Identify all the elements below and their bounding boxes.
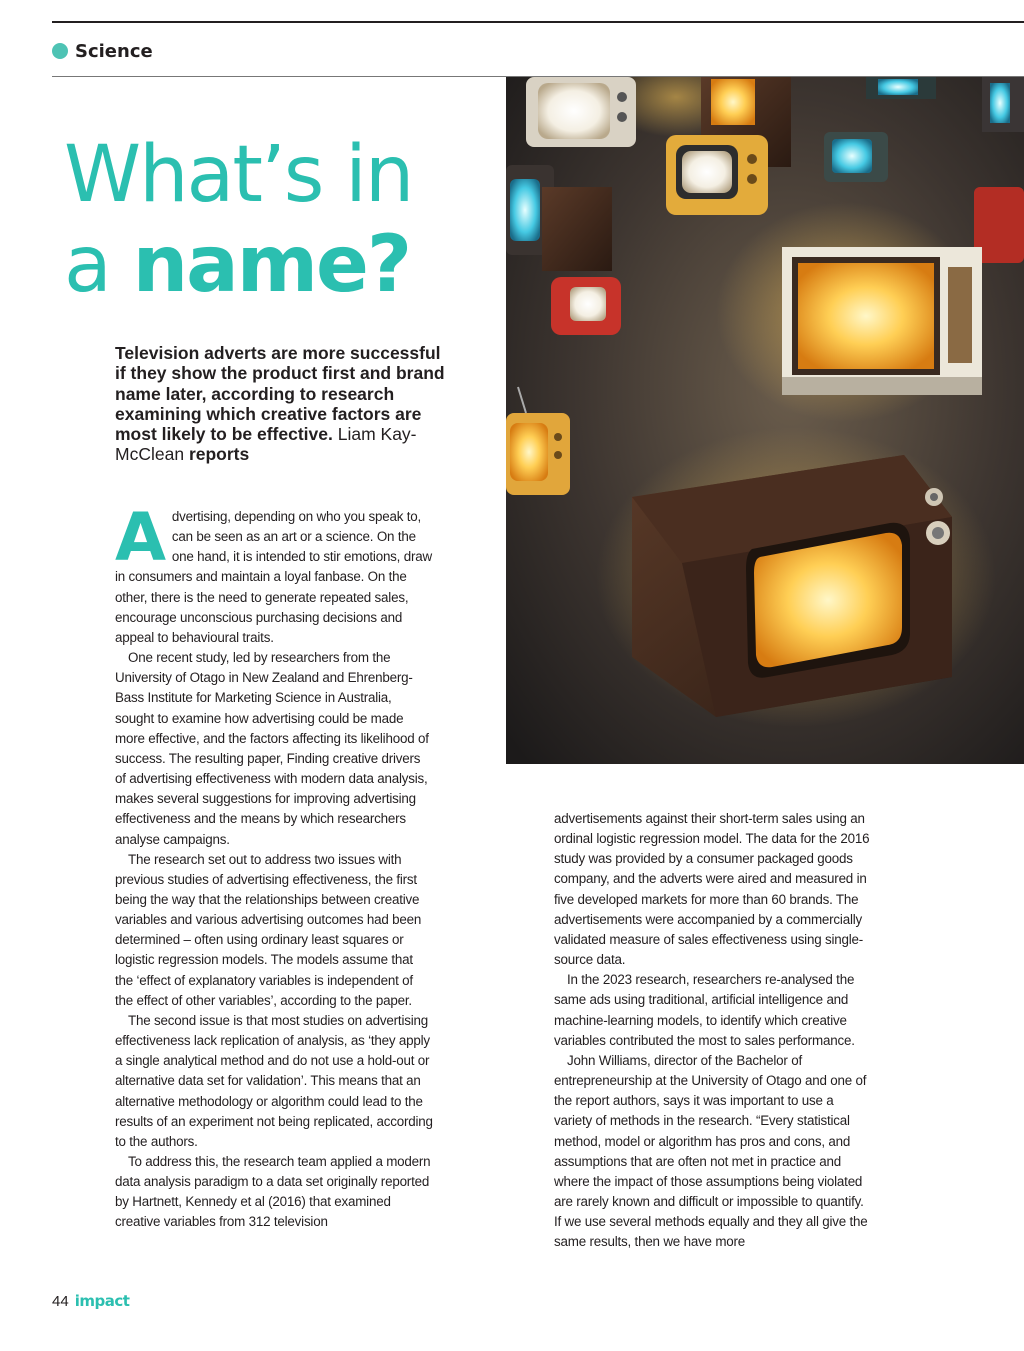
headline-line2-bold: name? [132, 220, 411, 310]
body-paragraph: In the 2023 research, researchers re-analysed the same ads using traditional, artificial intelligence and machine-learning models, to identify which creative variables contributed the most to sales performance. [554, 972, 855, 1048]
body-column-2 [554, 809, 872, 1252]
headline [64, 130, 412, 310]
body-paragraph: advertisements against their short-term sales using an ordinal logistic regression model. The data for the 2016 study was provided by a consumer packaged goods company, and the adverts were aired and measured in five developed markets for more than 60 brands. The advertisements were accompanied by a commercially validated measure of sales effectiveness using single-source data. [554, 811, 870, 968]
standfirst-author: Liam Kay-McClean [115, 424, 417, 465]
body-paragraph: To address this, the research team applied a modern data analysis paradigm to a data set originally reported by Hartnett, Kennedy et al (2016) that examined creative variables from 312 television [115, 1154, 431, 1230]
section-label: Science [75, 40, 153, 62]
page-footer [52, 1292, 129, 1310]
body-paragraph: John Williams, director of the Bachelor of entrepreneurship at the University of Otago and one of the report authors, says it was important to use a variety of methods in the research. “Every statistical method, model or algorithm has pros and cons, and assumptions that are often not met in practice and where the impact of those assumptions being violated are rarely known and difficult or impossible to quantify. If we use several methods equally and they all give the same results, then we have more [554, 1052, 868, 1250]
headline-line1: What’s in [64, 130, 413, 220]
article-photo-televisions [506, 77, 1024, 764]
section-header [52, 38, 153, 64]
magazine-logo: impact [74, 1292, 130, 1310]
body-paragraph: The research set out to address two issues with previous studies of advertising effectiveness, the first being the way that the relationships between creative variables and various advertising outcomes had been determined – often using ordinary least squares or logistic regression models. The models assume that the ‘effect of explanatory variables is independent of the effect of other variables’, according to the paper. [115, 851, 422, 1008]
televisions-illustration [506, 77, 1024, 764]
page-number: 44 [52, 1293, 69, 1310]
headline-line2-prefix: a [64, 220, 133, 310]
standfirst [115, 343, 445, 465]
standfirst-reports: reports [188, 444, 250, 465]
body-paragraph: One recent study, led by researchers from the University of Otago in New Zealand and Ehrenberg-Bass Institute for Marketing Science in Australia, sought to examine how advertising could be made more effective, and the factors affecting its likelihood of success. The resulting paper, Finding creative drivers of advertising effectiveness with modern data analysis, makes several suggestions for improving advertising effectiveness and the means by which researchers analyse campaigns. [115, 650, 429, 847]
section-dot-icon [52, 43, 68, 59]
body-paragraph: The second issue is that most studies on advertising effectiveness lack replication of analysis, as ‘they apply a single analytical method and do not use a hold-out or alternative data set for validation’. This means that an alternative methodology or algorithm could lead to the results of an experiment not being replicated, according to the authors. [115, 1012, 433, 1149]
body-column-1 [115, 499, 433, 1233]
drop-cap: A [115, 499, 166, 576]
top-rule [52, 21, 1024, 23]
standfirst-text: Television adverts are more successful if they show the product first and brand name later, according to research examining which creative factors are most likely to be effective. [115, 343, 445, 445]
body-paragraph: dvertising, depending on who you speak to, can be seen as an art or a science. On the one hand, it is intended to stir emotions, draw in consumers and maintain a loyal fanbase. On the other, there is the need to generate repeated sales, encourage unconscious purchasing decisions and appeal to behavioural traits. [115, 509, 432, 645]
